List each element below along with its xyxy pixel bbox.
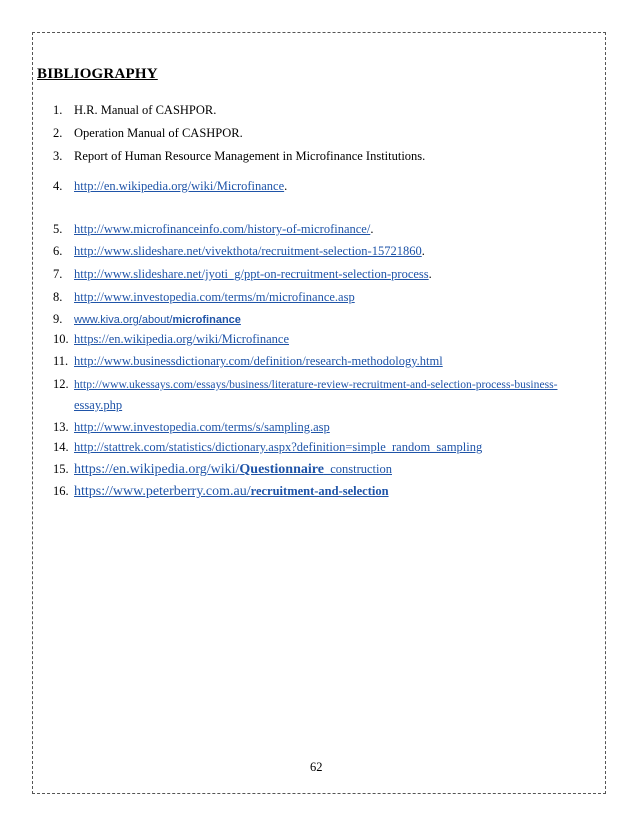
link-text-tail: _construction — [323, 462, 392, 476]
list-item — [53, 243, 425, 259]
item-number: 5. — [53, 222, 63, 236]
item-number: 8. — [53, 290, 63, 304]
reference-link[interactable] — [74, 484, 389, 499]
reference-link-continuation[interactable]: essay.php — [74, 398, 123, 412]
reference-link[interactable]: http://www.investopedia.com/terms/s/sampling.asp — [74, 420, 330, 434]
item-number: 13. — [53, 420, 69, 434]
item-text: H.R. Manual of CASHPOR. — [74, 103, 217, 117]
list-item — [53, 483, 389, 500]
item-number: 10. — [53, 332, 69, 346]
link-text-bold: recruitment-and-selection — [250, 484, 389, 498]
item-suffix: . — [284, 179, 288, 193]
reference-link[interactable] — [74, 462, 392, 477]
link-text: https://www.peterberry.com.au/ — [74, 484, 251, 499]
reference-link[interactable]: http://stattrek.com/statistics/dictionary.aspx?definition=simple_random_sampling — [74, 440, 483, 454]
list-item — [53, 178, 287, 194]
item-number: 9. — [53, 312, 63, 326]
list-item — [53, 311, 241, 328]
item-suffix: . — [370, 222, 374, 236]
reference-link[interactable]: http://www.slideshare.net/jyoti_g/ppt-on-recruitment-selection-process — [74, 267, 429, 281]
item-text: Report of Human Resource Management in Microfinance Institutions. — [74, 149, 426, 163]
item-number: 16. — [53, 484, 69, 498]
list-item — [53, 419, 330, 435]
list-item — [53, 125, 243, 141]
reference-link[interactable]: http://www.slideshare.net/vivekthota/recruitment-selection-15721860 — [74, 244, 422, 258]
list-item — [53, 102, 216, 118]
link-text: https://en.wikipedia.org/wiki/ — [74, 462, 240, 477]
reference-link[interactable]: http://www.investopedia.com/terms/m/microfinance.asp — [74, 290, 355, 304]
page-border — [32, 32, 606, 794]
reference-link[interactable] — [74, 314, 241, 326]
list-item — [53, 376, 557, 393]
item-number: 7. — [53, 267, 63, 281]
list-item — [53, 461, 392, 478]
list-item — [53, 148, 425, 164]
reference-link[interactable]: https://en.wikipedia.org/wiki/Microfinance — [74, 332, 290, 346]
list-item — [53, 331, 289, 347]
item-suffix: . — [421, 244, 425, 258]
list-item — [53, 353, 443, 369]
item-number: 12. — [53, 377, 69, 391]
item-number: 6. — [53, 244, 63, 258]
list-item-continuation — [74, 397, 122, 413]
reference-link[interactable]: http://en.wikipedia.org/wiki/Microfinance — [74, 179, 285, 193]
item-number: 14. — [53, 440, 69, 454]
link-text: www.kiva.org/about/ — [74, 314, 173, 326]
item-text: Operation Manual of CASHPOR. — [74, 126, 243, 140]
reference-link[interactable]: http://www.businessdictionary.com/definition/research-methodology.html — [74, 354, 443, 368]
item-number: 1. — [53, 103, 63, 117]
item-number: 4. — [53, 179, 63, 193]
item-number: 15. — [53, 462, 69, 476]
item-number: 11. — [53, 354, 69, 368]
reference-link[interactable]: http://www.ukessays.com/essays/business/literature-review-recruitment-and-selection-process-business- — [74, 378, 558, 391]
list-item — [53, 221, 373, 237]
list-item — [53, 439, 482, 455]
item-suffix: . — [428, 267, 432, 281]
reference-link[interactable]: http://www.microfinanceinfo.com/history-of-microfinance/ — [74, 222, 371, 236]
list-item — [53, 266, 432, 282]
bibliography-heading: BIBLIOGRAPHY — [37, 66, 158, 82]
item-number: 2. — [53, 126, 63, 140]
page-number: 62 — [310, 760, 323, 774]
item-number: 3. — [53, 149, 63, 163]
list-item — [53, 289, 355, 305]
link-text-bold: Questionnaire — [239, 462, 324, 477]
link-text-bold: microfinance — [172, 314, 241, 326]
